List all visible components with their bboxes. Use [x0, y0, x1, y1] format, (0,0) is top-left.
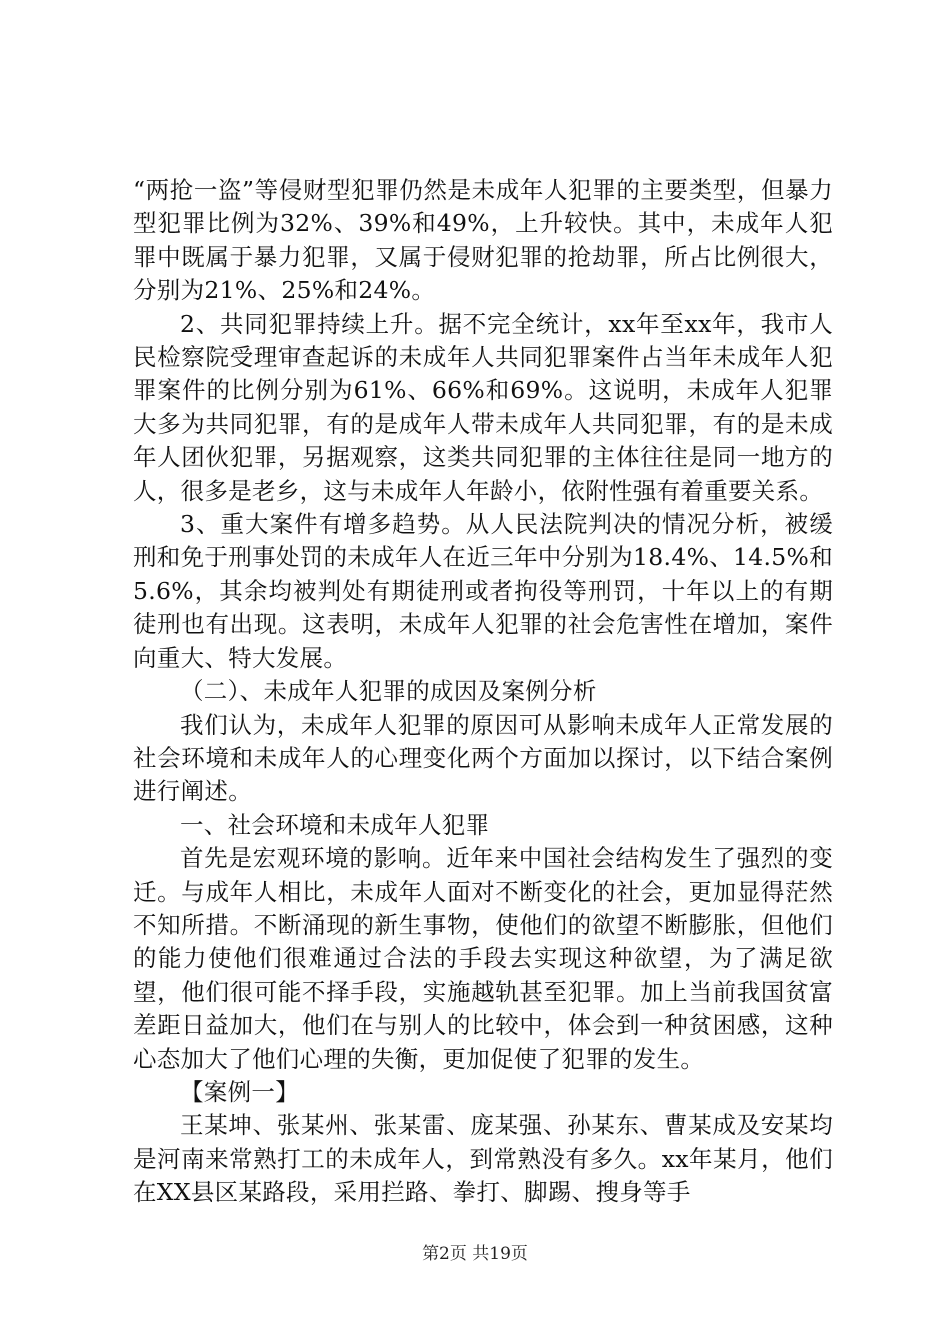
page-footer: 第2页 共19页: [422, 1244, 528, 1264]
paragraph-macro-environment: 首先是宏观环境的影响。近年来中国社会结构发生了强烈的变迁。与成年人相比，未成年人面对不断变化的社会，更加显得茫然不知所措。不断涌现的新生事物，使他们的欲望不断膨胀，但他们的能力使他们很难通过合法的手段去实现这种欲望，为了满足欲望，他们很可能不择手段，实施越轨甚至犯罪。加上当前我国贫富差距日益加大，他们在与别人的比较中，体会到一种贫困感，这种心态加大了他们心理的失衡，更加促使了犯罪的发生。: [133, 844, 833, 1073]
subsection-heading-social-environment: 一、社会环境和未成年人犯罪: [180, 810, 490, 839]
document-body: [133, 174, 833, 1210]
paragraph-case-one: 王某坤、张某州、张某雷、庞某强、孙某东、曹某成及安某均是河南来常熟打工的未成年人，到常熟没有多久。xx年某月，他们在XX县区某路段，采用拦路、拳打、脚踢、搜身等手: [133, 1111, 833, 1207]
section-heading-causes: （二）、未成年人犯罪的成因及案例分析: [180, 677, 597, 706]
paragraph-joint-crime: 2、共同犯罪持续上升。据不完全统计，xx年至xx年，我市人民检察院受理审查起诉的未成年人共同犯罪案件占当年未成年人犯罪案件的比例分别为61%、66%和69%。这说明，未成年人犯罪大多为共同犯罪，有的是成年人带未成年人共同犯罪，有的是未成年人团伙犯罪，另据观察，这类共同犯罪的主体往往是同一地方的人，很多是老乡，这与未成年人年龄小，依附性强有着重要关系。: [133, 309, 833, 505]
paragraph-crime-types: “两抢一盗”等侵财型犯罪仍然是未成年人犯罪的主要类型，但暴力型犯罪比例为32%、39%和49%，上升较快。其中，未成年人犯罪中既属于暴力犯罪，又属于侵财犯罪的抢劫罪，所占比例很大，分别为21%、25%和24%。: [133, 176, 833, 305]
case-heading-one: 【案例一】: [180, 1077, 299, 1106]
paragraph-causes-intro: 我们认为，未成年人犯罪的原因可从影响未成年人正常发展的社会环境和未成年人的心理变化两个方面加以探讨，以下结合案例进行阐述。: [133, 710, 833, 806]
paragraph-major-cases: 3、重大案件有增多趋势。从人民法院判决的情况分析，被缓刑和免于刑事处罚的未成年人在近三年中分别为18.4%、14.5%和5.6%，其余均被判处有期徒刑或者拘役等刑罚，十年以上的有期徒刑也有出现。这表明，未成年人犯罪的社会危害性在增加，案件向重大、特大发展。: [133, 510, 833, 672]
